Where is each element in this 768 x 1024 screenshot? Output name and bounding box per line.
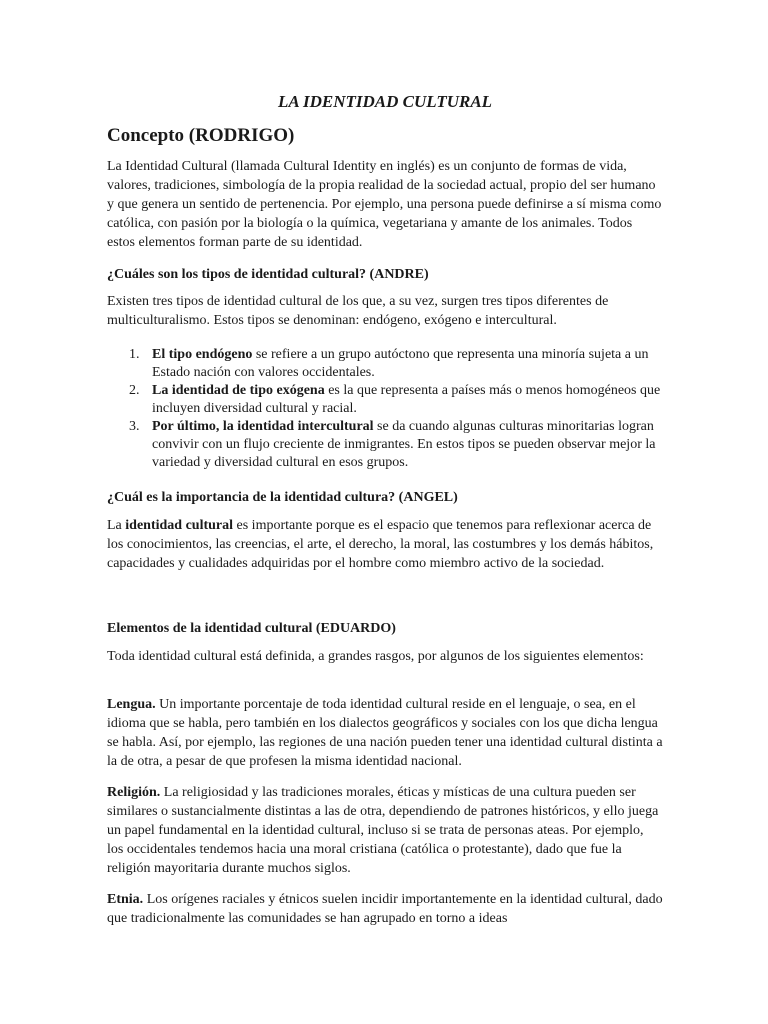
elements-heading: Elementos de la identidad cultural (EDUARDO) <box>107 621 396 636</box>
importance-heading: ¿Cuál es la importancia de la identidad cultura? (ANGEL) <box>107 490 458 505</box>
religion-paragraph <box>107 783 663 878</box>
list-item-term: El tipo endógeno <box>152 347 253 362</box>
list-item <box>107 346 663 382</box>
religion-text: La religiosidad y las tradiciones morales, éticas y místicas de una cultura pueden ser similares o sustancialmente distintas a las de otra, dependiendo de patrones históricos, y ello juega un papel fundamental en la identidad cultural, incluso si se trata de personas ateas. Por ejemplo, los occidentales tendemos hacia una moral cristiana (católica o protestante), dado que fue la religión mayoritaria durante muchos siglos. <box>107 785 659 876</box>
list-item-text: se refiere a un grupo autóctono que representa una minoría sujeta a un Estado nación con valores occidentales. <box>152 347 649 380</box>
list-item-number: 1. <box>129 347 140 362</box>
list-item <box>107 418 663 472</box>
list-item-term: La identidad de tipo exógena <box>152 383 325 398</box>
etnia-text: Los orígenes raciales y étnicos suelen incidir importantemente en la identidad cultural, dado que tradicionalmente las comunidades se han agrupado en torno a ideas <box>107 892 663 926</box>
types-list <box>107 346 663 472</box>
list-item <box>107 382 663 418</box>
list-item-number: 2. <box>129 383 140 398</box>
etnia-term: Etnia. <box>107 892 144 907</box>
list-item-text: es la que representa a países más o menos homogéneos que incluyen diversidad cultural y racial. <box>152 383 661 416</box>
importance-text: es importante porque es el espacio que tenemos para reflexionar acerca de los conocimientos, las creencias, el arte, el derecho, la moral, las costumbres y los demás hábitos, capacidades y cualidades adquiridas por el hombre como miembro activo de la sociedad. <box>107 518 654 571</box>
importance-lead: La <box>107 518 126 533</box>
elements-intro: Toda identidad cultural está definida, a grandes rasgos, por algunos de los siguientes elementos: <box>107 649 644 664</box>
concept-heading: Concepto (RODRIGO) <box>107 125 295 146</box>
types-heading: ¿Cuáles son los tipos de identidad cultural? (ANDRE) <box>107 267 429 282</box>
list-item-text: se da cuando algunas culturas minoritarias logran convivir con un flujo creciente de inmigrantes. En estos tipos se pueden observar mejor la variedad y diversidad cultural en esos grupos. <box>152 419 656 470</box>
religion-term: Religión. <box>107 785 161 800</box>
lengua-term: Lengua. <box>107 697 156 712</box>
list-item-number: 3. <box>129 419 140 434</box>
importance-term: identidad cultural <box>125 518 234 533</box>
concept-paragraph: La Identidad Cultural (llamada Cultural Identity en inglés) es un conjunto de formas de vida, valores, tradiciones, simbología de la propia realidad de la sociedad actual, propio del ser humano y que genera un sentido de pertenencia. Por ejemplo, una persona puede definirse a sí misma como católica, con pasión por la biología o la química, vegetariana y amante de los animales. Todos estos elementos forman parte de su identidad. <box>107 159 662 250</box>
document-title: LA IDENTIDAD CULTURAL <box>277 92 493 111</box>
types-paragraph: Existen tres tipos de identidad cultural de los que, a su vez, surgen tres tipos diferentes de multiculturalismo. Estos tipos se denominan: endógeno, exógeno e intercultural. <box>107 294 609 328</box>
lengua-paragraph <box>107 695 663 771</box>
lengua-text: Un importante porcentaje de toda identidad cultural reside en el lenguaje, o sea, en el idioma que se habla, pero también en los dialectos geográficos y sociales con los que dicha lengua se habla. Así, por ejemplo, las regiones de una nación pueden tener una identidad cultural distinta a la de otra, a pesar de que profesen la misma identidad nacional. <box>107 697 663 769</box>
etnia-paragraph <box>107 890 663 928</box>
list-item-term: Por último, la identidad intercultural <box>152 419 374 434</box>
importance-paragraph <box>107 516 663 573</box>
